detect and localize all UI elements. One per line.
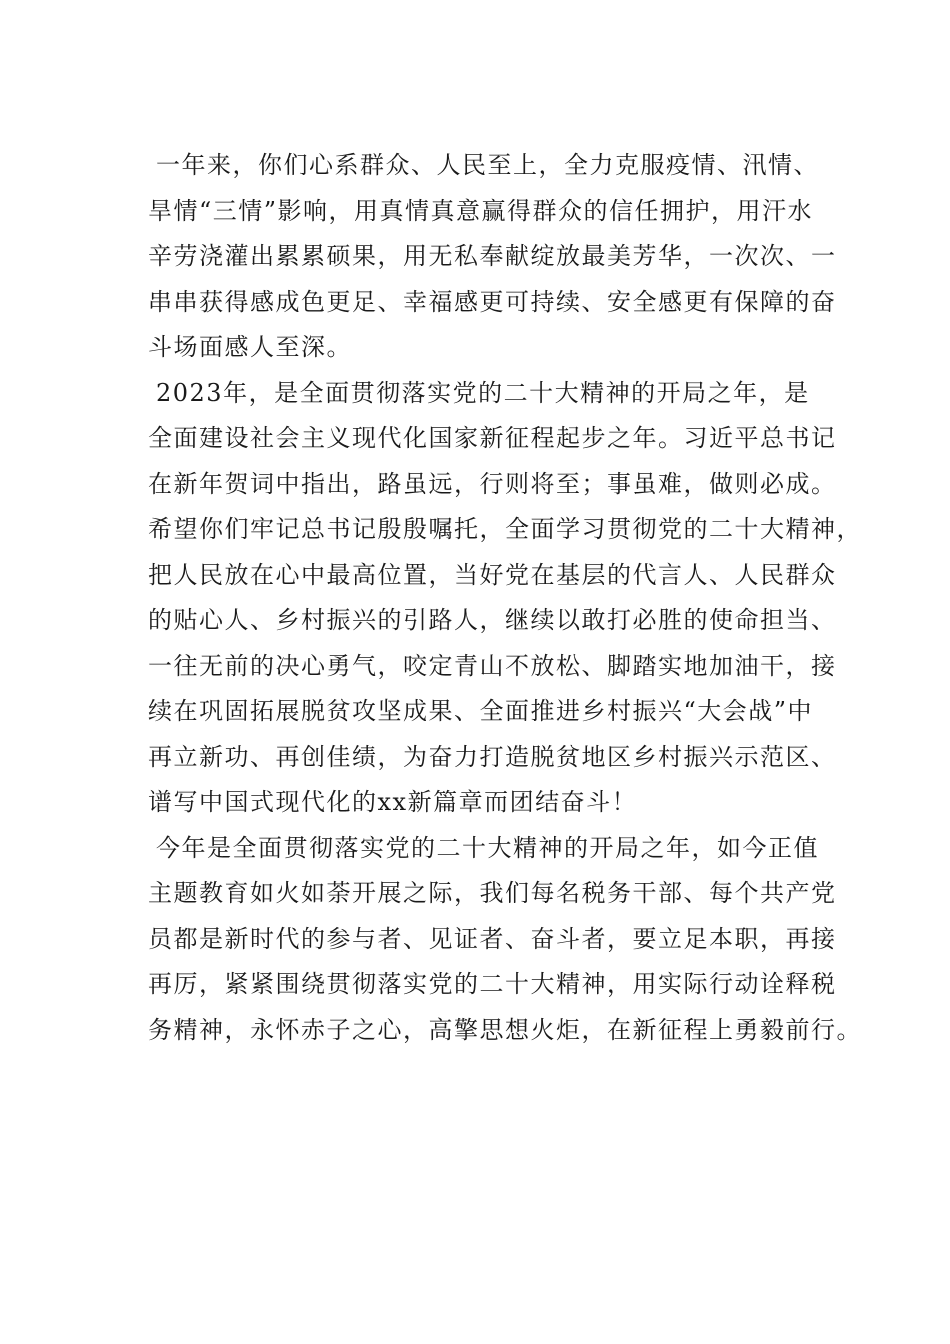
text-line: 再立新功、再创佳绩，为奋力打造脱贫地区乡村振兴示范区、 — [148, 742, 837, 771]
document-body — [148, 143, 862, 1053]
text-line: 全面建设社会主义现代化国家新征程起步之年。习近平总书记 — [148, 424, 837, 452]
text-line: 把人民放在心中最高位置，当好党在基层的代言人、人民群众 — [148, 560, 837, 589]
paragraph-2 — [148, 371, 862, 826]
text-line: 旱情“三情”影响，用真情真意赢得群众的信任拥护，用汗水 — [148, 196, 814, 225]
text-line: 再厉，紧紧围绕贯彻落实党的二十大精神，用实际行动诠释税 — [148, 970, 837, 998]
text-line: 斗场面感人至深。 — [148, 333, 352, 361]
paragraph-1 — [148, 143, 848, 371]
text-line: 串串获得感成色更足、幸福感更可持续、安全感更有保障的奋 — [148, 287, 837, 316]
text-line: 续在巩固拓展脱贫攻坚成果、全面推进乡村振兴“大会战”中 — [148, 697, 814, 725]
text-line: 的贴心人、乡村振兴的引路人，继续以敢打必胜的使命担当、 — [148, 606, 837, 634]
text-line: 辛劳浇灌出累累硕果，用无私奉献绽放最美芳华，一次次、一 — [148, 242, 837, 270]
text-line: 务精神，永怀赤子之心，高擎思想火炬，在新征程上勇毅前行。 — [148, 1015, 862, 1044]
text-line: 一往无前的决心勇气，咬定青山不放松、脚踏实地加油干，接 — [148, 651, 837, 680]
paragraph-3 — [148, 826, 862, 1054]
text-line: 一年来，你们心系群众、人民至上，全力克服疫情、汛情、 — [156, 151, 819, 179]
text-line: 谱写中国式现代化的xx新篇章而团结奋斗！ — [148, 788, 638, 816]
text-line: 员都是新时代的参与者、见证者、奋斗者，要立足本职，再接 — [148, 924, 837, 953]
text-line: 今年是全面贯彻落实党的二十大精神的开局之年，如今正值 — [156, 833, 819, 862]
text-line: 主题教育如火如荼开展之际，我们每名税务干部、每个共产党 — [148, 879, 837, 907]
text-line: 在新年贺词中指出，路虽远，行则将至；事虽难，做则必成。 — [148, 469, 837, 498]
text-line: 希望你们牢记总书记殷殷嘱托，全面学习贯彻党的二十大精神， — [148, 515, 862, 543]
text-line: 2023年，是全面贯彻落实党的二十大精神的开局之年，是 — [156, 378, 810, 407]
